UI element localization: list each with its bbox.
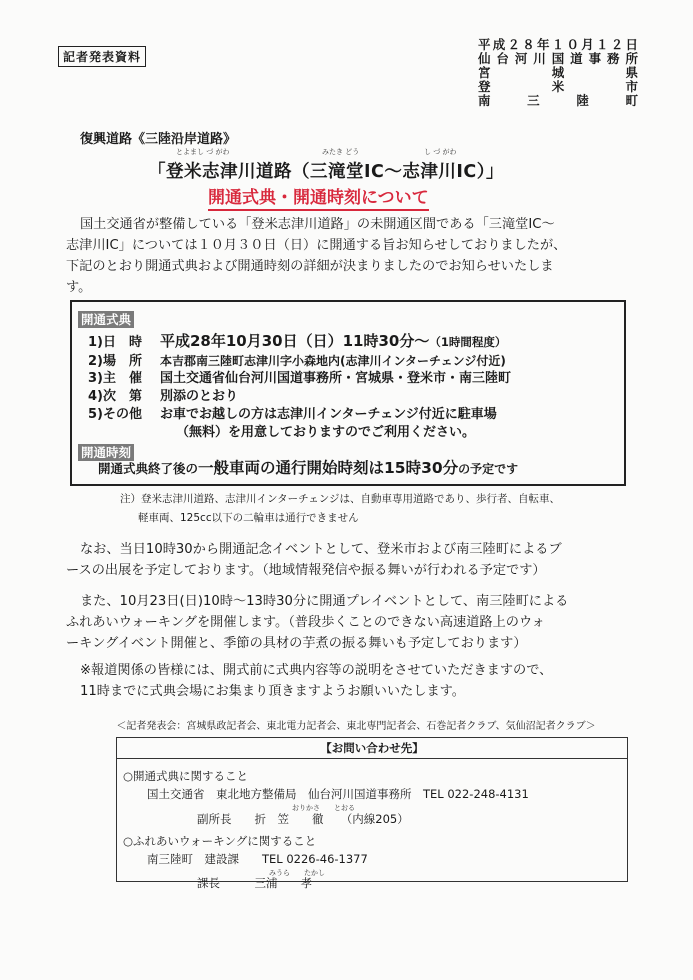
ceremony-item-place (88, 352, 618, 371)
press-line: ※報道関係の皆様には、開式前に式典内容等の説明をさせていただきますので、 (80, 663, 553, 678)
event-paragraph (66, 539, 646, 581)
ceremony-item-other (88, 406, 618, 424)
contact-person: 課長 三浦 孝 (197, 876, 312, 890)
item-label: 4)次 第 (88, 389, 142, 404)
walking-paragraph (66, 591, 646, 654)
press-release-stamp: 記者発表資料 (58, 46, 146, 67)
title-ruby-toyomashizugawa: とよまし づ がわ (176, 148, 230, 156)
item-value: 平成28年10月30日（日）11時30分～ (160, 332, 430, 350)
ceremony-tag: 開通式典 (78, 311, 134, 328)
ceremony-box (70, 300, 626, 486)
event-line: なお、当日10時30から開通記念イベントとして、登米市および南三陸町によるブ (80, 542, 562, 557)
intro-line: す。 (66, 280, 92, 295)
issuer: 宮城県 (478, 65, 638, 80)
ceremony-item-date (88, 332, 618, 352)
category-label: 復興道路《三陸沿岸道路》 (80, 132, 237, 147)
opening-time-tag: 開通時刻 (78, 444, 134, 461)
walking-line: また、10月23日(日)10時～13時30分に開通プレイベントとして、南三陸町による (80, 594, 569, 609)
walking-line: ふれあいウォーキングを開催します。（普段歩くことのできない高速道路上のウォ (66, 615, 545, 630)
page-title: 「登米志津川道路（三滝堂IC～志津川IC）」 (148, 162, 504, 182)
contact-heading: 【お問い合わせ先】 (320, 741, 424, 755)
press-line: 11時までに式典会場にお集まり頂きますようお願いいたします。 (80, 684, 465, 699)
page-subtitle: 開通式典・開通時刻について (208, 183, 429, 211)
contact-box (116, 737, 628, 890)
press-notice (66, 660, 646, 702)
walking-line: ーキングイベント開催と、季節の具材の芋煮の振る舞いも予定しております） (66, 636, 527, 651)
ceremony-item-program (88, 388, 618, 406)
contact-ruby: おりかさ とおる (292, 804, 355, 812)
item-extra: （1時間程度） (429, 335, 507, 349)
item-label: 3)主 催 (88, 371, 142, 386)
issuer: 登米市 (478, 79, 638, 94)
item-label: 1)日 時 (88, 335, 142, 350)
intro-line: 下記のとおり開通式典および開通時刻の詳細が決まりましたのでお知らせいたしま (66, 259, 554, 274)
ceremony-item-other-cont: （無料）を用意しておりますのでご利用ください。 (176, 425, 476, 440)
item-value: 国土交通省仙台河川国道事務所・宮城県・登米市・南三陸町 (160, 371, 512, 386)
item-label: 2)場 所 (88, 354, 142, 369)
contact-org: 国土交通省 東北地方整備局 仙台河川国道事務所 TEL 022-248-4131 (147, 787, 529, 801)
contact-section-title: ○ふれあいウォーキングに関すること (123, 834, 317, 848)
ceremony-item-host (88, 370, 618, 388)
intro-line: 志津川IC」については１０月３０日（日）に開通する旨お知らせしておりましたが、 (66, 238, 567, 253)
contact-section-title: ○開通式典に関すること (123, 769, 249, 783)
title-ruby-mitakido: みたき どう (322, 148, 360, 156)
release-date: 平成２８年１０月１２日 (478, 37, 638, 52)
footnote-line: 軽車両、125cc以下の二輪車は通行できません (138, 512, 359, 524)
contact-org: 南三陸町 建設課 TEL 0226-46-1377 (147, 852, 368, 866)
footnote-line: 注）登米志津川道路、志津川インターチェンジは、自動車専用道路であり、歩行者、自転車、 (120, 493, 561, 505)
event-line: ースの出展を予定しております。（地域情報発信や振る舞いが行われる予定です） (66, 563, 546, 578)
press-club-distribution: ＜記者発表会：宮城県政記者会、東北電力記者会、東北専門記者会、石巻記者クラブ、気仙沼記者クラブ＞ (116, 721, 596, 732)
footnote (120, 490, 560, 528)
date-and-issuers (478, 38, 638, 108)
item-value: 本吉郡南三陸町志津川字小森地内(志津川インターチェンジ付近) (160, 354, 506, 368)
issuer: 仙台河川国道事務所 (478, 51, 638, 66)
issuer: 南三陸町 (478, 93, 638, 108)
opening-pre: 開通式典終了後の (98, 461, 199, 476)
intro-line: 国土交通省が整備している「登米志津川道路」の未開通区間である「三滝堂IC～ (80, 217, 555, 232)
item-label: 5)その他 (88, 407, 142, 422)
opening-post: の予定です (458, 462, 519, 476)
opening-time-line (98, 456, 518, 478)
contact-person: 副所長 折 笠 徹 （内線205） (197, 812, 409, 826)
contact-ruby: みうら たかし (269, 869, 325, 877)
opening-time-highlight: 一般車両の通行開始時刻は15時30分 (198, 459, 459, 477)
item-value: お車でお越しの方は志津川インターチェンジ付近に駐車場 (160, 407, 497, 422)
intro-paragraph (66, 214, 646, 298)
title-ruby-shizugawa: し づ がわ (424, 148, 457, 156)
item-value: 別添のとおり (160, 389, 239, 404)
